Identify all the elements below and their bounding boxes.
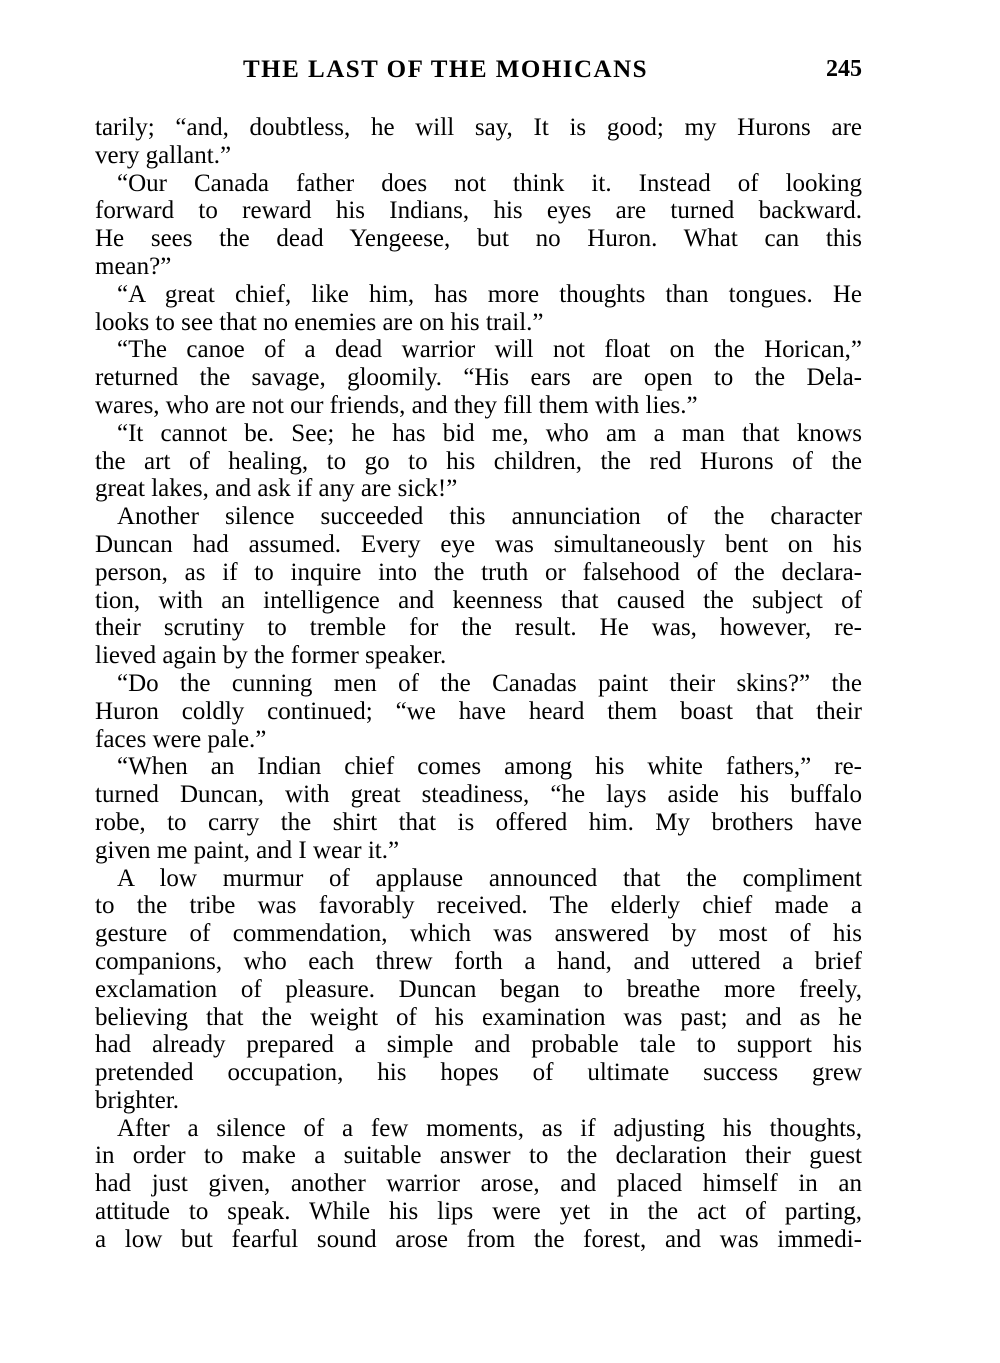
paragraph: [95, 753, 862, 864]
text-line: “A great chief, like him, has more thoughts than tongues. He: [117, 280, 862, 308]
text-line: given me paint, and I wear it.”: [95, 836, 400, 864]
text-line: lieved again by the former speaker.: [95, 642, 447, 670]
text-line: “The canoe of a dead warrior will not float on the Horican,”: [117, 336, 862, 364]
paragraph: [95, 670, 862, 753]
text-line: great lakes, and ask if any are sick!”: [95, 475, 458, 503]
text-line: He sees the dead Yengeese, but no Huron. What can this: [95, 225, 862, 253]
text-line: “Do the cunning men of the Canadas paint their skins?” the: [117, 669, 862, 697]
text-line: their scrutiny to tremble for the result. He was, however, re-: [95, 614, 862, 642]
text-line: mean?”: [95, 252, 172, 280]
text-line: believing that the weight of his examination was past; and as he: [95, 1003, 862, 1031]
text-line: faces were pale.”: [95, 725, 267, 753]
text-line: Another silence succeeded this annunciation of the character: [117, 503, 862, 531]
text-line: Duncan had assumed. Every eye was simultaneously bent on his: [95, 530, 862, 558]
text-line: exclamation of pleasure. Duncan began to breathe more freely,: [95, 975, 862, 1003]
paragraph: [95, 1115, 862, 1254]
text-line: in order to make a suitable answer to the declaration their guest: [95, 1142, 862, 1170]
paragraph: [95, 281, 862, 337]
text-line: had already prepared a simple and probable tale to support his: [95, 1031, 862, 1059]
text-line: companions, who each threw forth a hand, and uttered a brief: [95, 947, 862, 975]
text-line: the art of healing, to go to his children, the red Hurons of the: [95, 447, 862, 475]
body-text: [95, 114, 862, 1254]
paragraph: [95, 865, 862, 1115]
text-line: “Our Canada father does not think it. Instead of looking: [117, 169, 862, 197]
text-line: turned Duncan, with great steadiness, “he lays aside his buffalo: [95, 781, 862, 809]
text-line: A low murmur of applause announced that the compliment: [117, 864, 862, 892]
paragraph: [95, 503, 862, 670]
text-line: a low but fearful sound arose from the forest, and was immedi-: [95, 1225, 862, 1253]
text-line: “It cannot be. See; he has bid me, who am a man that knows: [117, 419, 862, 447]
text-line: robe, to carry the shirt that is offered him. My brothers have: [95, 808, 862, 836]
text-line: tion, with an intelligence and keenness that caused the subject of: [95, 586, 862, 614]
paragraph: [95, 420, 862, 503]
text-line: After a silence of a few moments, as if adjusting his thoughts,: [117, 1114, 862, 1142]
text-line: very gallant.”: [95, 141, 232, 169]
paragraph: [95, 114, 862, 170]
text-line: forward to reward his Indians, his eyes are turned backward.: [95, 197, 862, 225]
running-title: THE LAST OF THE MOHICANS: [243, 56, 649, 83]
text-line: pretended occupation, his hopes of ultimate success grew: [95, 1059, 862, 1087]
text-line: person, as if to inquire into the truth or falsehood of the declara-: [95, 558, 862, 586]
text-line: tarily; “and, doubtless, he will say, It is good; my Hurons are: [95, 114, 862, 141]
text-line: wares, who are not our friends, and they fill them with lies.”: [95, 391, 698, 419]
text-line: brighter.: [95, 1086, 180, 1114]
text-line: “When an Indian chief comes among his white fathers,” re-: [117, 753, 862, 781]
text-line: had just given, another warrior arose, and placed himself in an: [95, 1170, 862, 1198]
text-line: attitude to speak. While his lips were yet in the act of parting,: [95, 1198, 862, 1226]
text-line: gesture of commendation, which was answered by most of his: [95, 920, 862, 948]
text-line: looks to see that no enemies are on his trail.”: [95, 308, 544, 336]
running-header: [95, 56, 862, 90]
text-line: Huron coldly continued; “we have heard them boast that their: [95, 697, 862, 725]
paragraph: [95, 336, 862, 419]
text-line: to the tribe was favorably received. The elderly chief made a: [95, 892, 862, 920]
text-line: returned the savage, gloomily. “His ears are open to the Dela-: [95, 364, 862, 392]
page-number: 245: [826, 56, 862, 82]
paragraph: [95, 170, 862, 281]
